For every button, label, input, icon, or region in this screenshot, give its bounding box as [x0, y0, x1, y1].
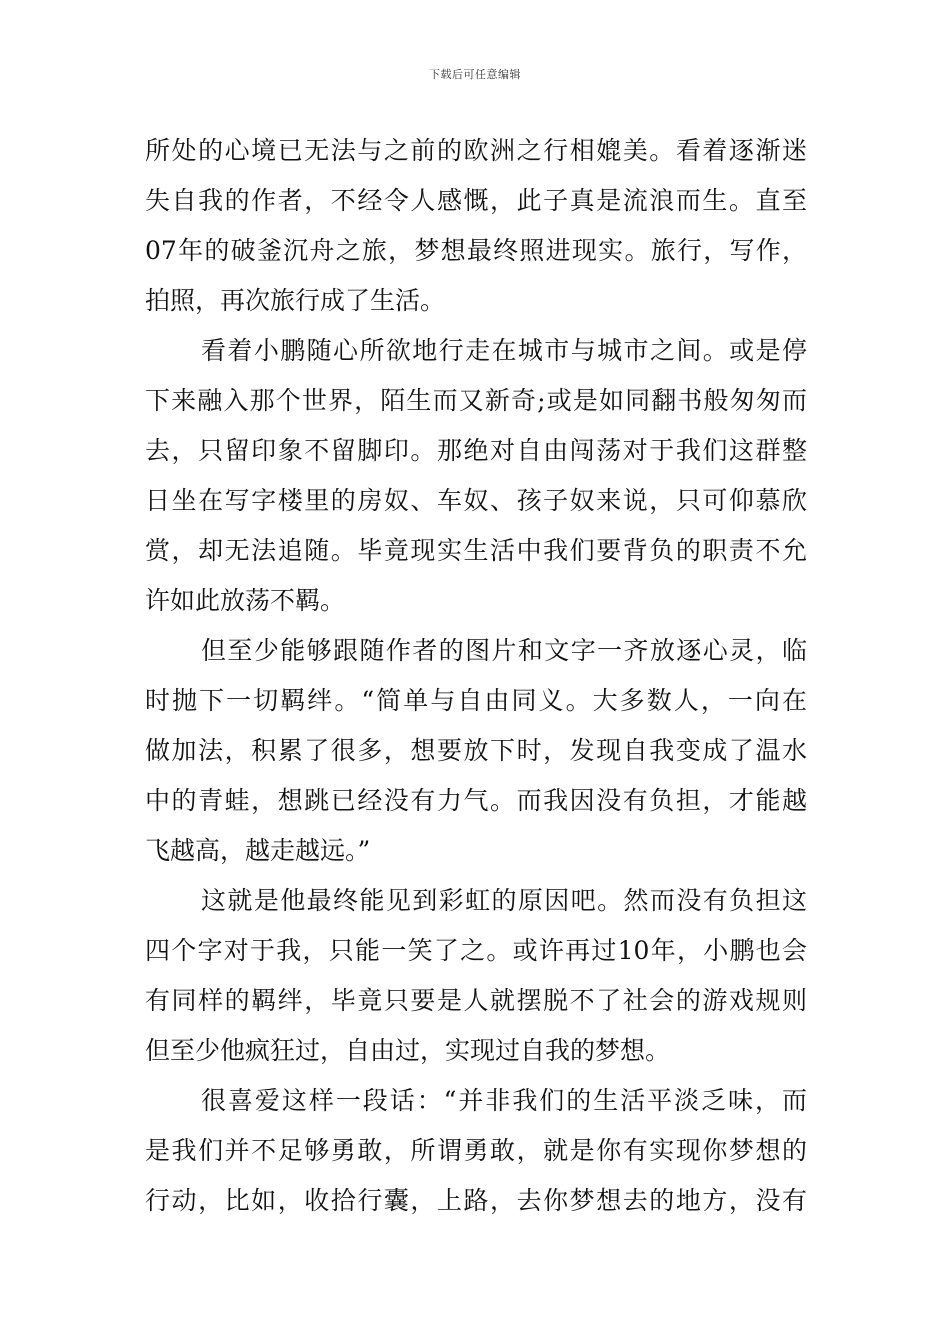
text-line: 日坐在写字楼里的房奴、车奴、孩子奴来说，只可仰慕欣 [145, 486, 807, 515]
text-line: 失自我的作者，不经令人感慨，此子真是流浪而生。直至 [145, 186, 807, 215]
text-line: 下来融入那个世界，陌生而又新奇;或是如同翻书般匆匆而 [145, 386, 807, 415]
text-line: 很喜爱这样一段话：“并非我们的生活平淡乏味，而 [201, 1086, 807, 1115]
text-line: 是我们并不足够勇敢，所谓勇敢，就是你有实现你梦想的 [145, 1136, 807, 1165]
text-line: 拍照，再次旅行成了生活。 [145, 286, 446, 315]
text-line: 做加法，积累了很多，想要放下时，发现自我变成了温水 [145, 736, 807, 765]
text-line: 许如此放荡不羁。 [145, 586, 346, 615]
text-line: 这就是他最终能见到彩虹的原因吧。然而没有负担这 [201, 886, 807, 915]
text-line: 中的青蛙，想跳已经没有力气。而我因没有负担，才能越 [145, 786, 807, 815]
text-line: 有同样的羁绊，毕竟只要是人就摆脱不了社会的游戏规则 [145, 986, 807, 1015]
text-line: 但至少他疯狂过，自由过，实现过自我的梦想。 [145, 1036, 671, 1065]
text-line: 去，只留印象不留脚印。那绝对自由闯荡对于我们这群整 [145, 436, 807, 465]
text-line: 四个字对于我，只能一笑了之。或许再过10年，小鹏也会 [145, 936, 807, 965]
text-line: 赏，却无法追随。毕竟现实生活中我们要背负的职责不允 [145, 536, 807, 565]
text-line: 看着小鹏随心所欲地行走在城市与城市之间。或是停 [201, 336, 807, 365]
body-text [145, 126, 807, 1226]
text-line: 07年的破釜沉舟之旅，梦想最终照进现实。旅行，写作， [145, 236, 807, 265]
text-line: 行动，比如，收拾行囊，上路，去你梦想去的地方，没有 [145, 1186, 807, 1215]
text-line: 时抛下一切羁绊。“简单与自由同义。大多数人，一向在 [145, 686, 807, 715]
text-line: 但至少能够跟随作者的图片和文字一齐放逐心灵，临 [201, 636, 807, 665]
text-line: 所处的心境已无法与之前的欧洲之行相媲美。看着逐渐迷 [145, 136, 807, 165]
page-header: 下载后可任意编辑 [429, 68, 521, 81]
text-line: 飞越高，越走越远。” [145, 836, 371, 865]
